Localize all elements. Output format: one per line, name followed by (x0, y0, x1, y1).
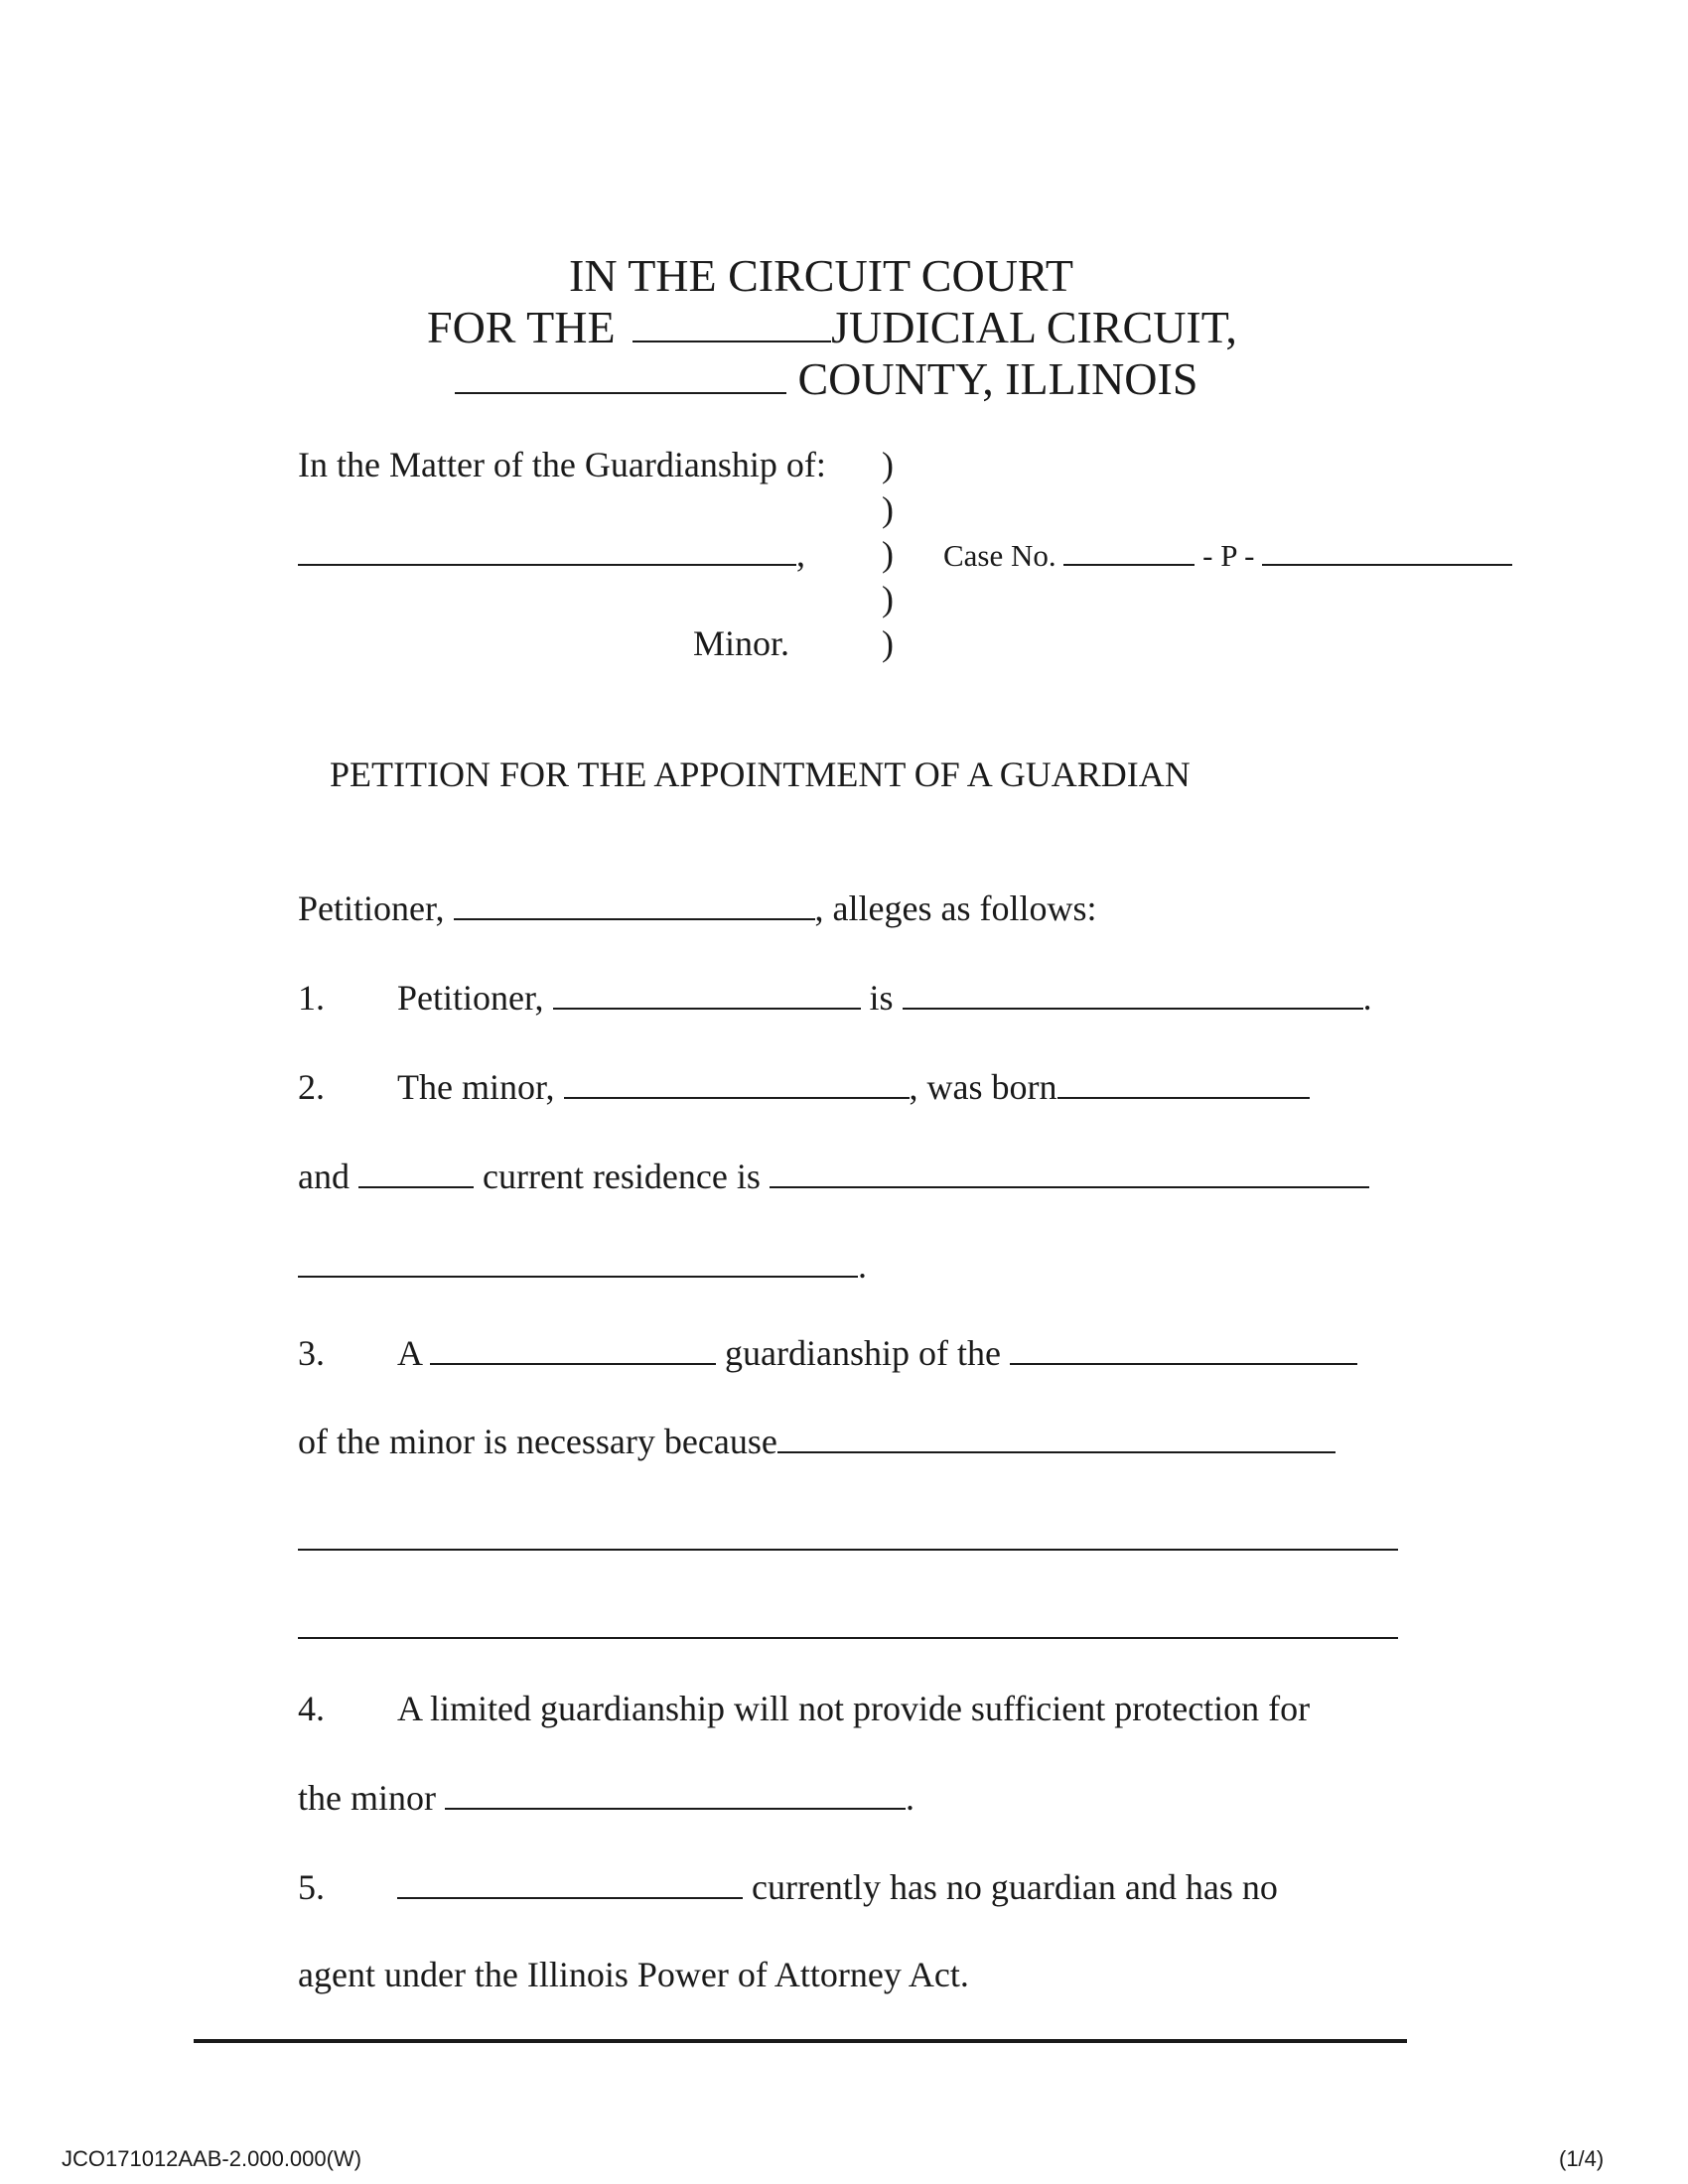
item-3-reason-blank[interactable] (777, 1450, 1336, 1453)
minor-label: Minor. (693, 623, 790, 663)
item-2-birthdate-blank[interactable] (1057, 1096, 1310, 1099)
case-number-line (943, 538, 1512, 574)
intro-alleges-label: , alleges as follows: (814, 888, 1097, 928)
intro-petitioner-label: Petitioner, (298, 888, 445, 928)
item-1-line (298, 977, 1372, 1019)
county-label: COUNTY, ILLINOIS (797, 353, 1198, 404)
minor-name-line (298, 533, 805, 575)
item-4-line-2 (298, 1777, 914, 1819)
item-3-reason-blank-3[interactable] (298, 1637, 1398, 1639)
item-1-is-label: is (869, 978, 894, 1018)
for-the-label: FOR THE (427, 302, 616, 352)
item-2-residence-label: current residence is (482, 1157, 761, 1196)
item-1-petitioner-blank[interactable] (553, 1007, 861, 1010)
item-2-and-label: and (298, 1157, 350, 1196)
caption-paren-2: ) (882, 489, 894, 529)
petitioner-name-blank[interactable] (454, 917, 815, 920)
item-3-line (298, 1332, 1357, 1374)
item-2-line-2 (298, 1156, 1369, 1197)
item-1-relationship-blank[interactable] (903, 1007, 1363, 1010)
item-2-line-3 (298, 1245, 867, 1287)
caption-paren-5: ) (882, 623, 894, 663)
item-3-reason-blank-2[interactable] (298, 1549, 1398, 1551)
item-3-a-label: A (397, 1333, 422, 1373)
form-code: JCO171012AAB-2.000.000(W) (62, 2146, 362, 2171)
item-2-minor-label: The minor, (397, 1067, 555, 1107)
item-2-minor-name-blank[interactable] (564, 1096, 910, 1099)
footer-divider (194, 2039, 1407, 2043)
judicial-circuit-blank[interactable] (633, 340, 831, 342)
item-3-person-estate-blank[interactable] (1010, 1362, 1357, 1365)
item-3-guardianship-label: guardianship of the (725, 1333, 1001, 1373)
court-heading-line3 (455, 353, 1197, 405)
caption-paren-4: ) (882, 579, 894, 618)
case-number-label: Case No. (943, 538, 1056, 573)
item-3-necessary-label: of the minor is necessary because (298, 1422, 777, 1461)
matter-label: In the Matter of the Guardianship of: (298, 445, 826, 484)
item-2-residence-blank[interactable] (770, 1185, 1369, 1188)
item-4-line (298, 1688, 1310, 1729)
item-2-pronoun-blank[interactable] (358, 1185, 474, 1188)
case-p-separator: - P - (1202, 538, 1255, 573)
item-2-number: 2. (298, 1067, 325, 1107)
judicial-circuit-label: JUDICIAL CIRCUIT, (831, 302, 1237, 352)
item-1-period: . (1362, 978, 1372, 1018)
item-5-text: currently has no guardian and has no (752, 1867, 1278, 1907)
item-2-line (298, 1066, 1310, 1108)
minor-name-blank[interactable] (298, 563, 796, 566)
item-2-residence-blank-2[interactable] (298, 1275, 858, 1278)
court-heading-line1: IN THE CIRCUIT COURT (569, 250, 1073, 301)
page-number: (1/4) (1559, 2146, 1605, 2171)
court-heading-line2 (427, 302, 1237, 353)
item-4-number: 4. (298, 1689, 325, 1728)
item-4-text: A limited guardianship will not provide sufficient protection for (397, 1689, 1311, 1728)
case-year-blank[interactable] (1063, 563, 1195, 566)
intro-line (298, 887, 1097, 929)
item-1-number: 1. (298, 978, 325, 1018)
county-blank[interactable] (455, 391, 786, 394)
case-number-blank[interactable] (1262, 563, 1512, 566)
item-2-born-label: , was born (909, 1067, 1057, 1107)
item-5-line (298, 1866, 1278, 1908)
minor-name-comma: , (796, 534, 805, 574)
item-4-minor-blank[interactable] (445, 1807, 906, 1810)
item-5-number: 5. (298, 1867, 325, 1907)
item-3-line-2 (298, 1421, 1336, 1462)
item-3-guardianship-type-blank[interactable] (430, 1362, 716, 1365)
caption-paren-3: ) (882, 534, 894, 574)
petition-title: PETITION FOR THE APPOINTMENT OF A GUARDIAN (330, 754, 1191, 794)
caption-paren-1: ) (882, 445, 894, 484)
item-1-petitioner-label: Petitioner, (397, 978, 544, 1018)
item-4-minor-label: the minor (298, 1778, 436, 1818)
item-5-minor-name-blank[interactable] (397, 1896, 743, 1899)
item-2-period: . (858, 1246, 867, 1286)
item-5-line-2: agent under the Illinois Power of Attorney Act. (298, 1955, 969, 1994)
item-3-number: 3. (298, 1333, 325, 1373)
item-4-period: . (905, 1778, 914, 1818)
